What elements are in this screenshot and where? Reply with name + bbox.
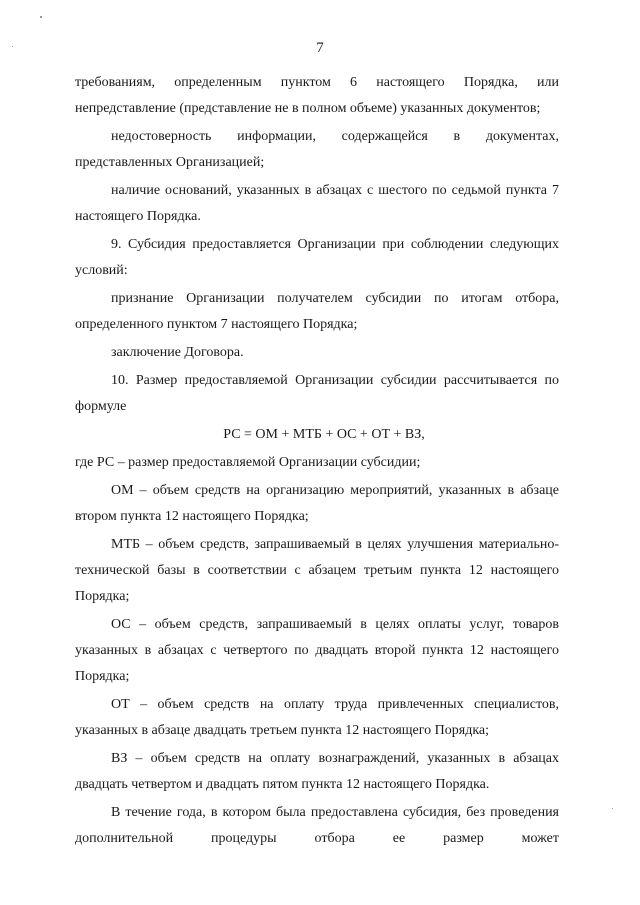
paragraph: В течение года, в котором была предоставлена субсидия, без проведения дополнительной процедуры отбора ее размер может: [75, 805, 559, 846]
formula: РС = ОМ + МТБ + ОС + ОТ + ВЗ,: [223, 427, 425, 442]
paragraph: ОС – объем средств, запрашиваемый в целях оплаты услуг, товаров указанных в абзацах с четвертого по двадцать второй пункта 12 настоящего Порядка;: [75, 617, 559, 684]
paragraph: где РС – размер предоставляемой Организации субсидии;: [75, 455, 421, 470]
paragraph: ОМ – объем средств на организацию мероприятий, указанных в абзаце втором пункта 12 настоящего Порядка;: [75, 483, 559, 524]
scan-speck: [12, 46, 13, 47]
paragraph: недостоверность информации, содержащейся в документах, представленных Организацией;: [75, 129, 559, 170]
paragraph: заключение Договора.: [111, 345, 244, 360]
paragraph: наличие оснований, указанных в абзацах с шестого по седьмой пункта 7 настоящего Порядка.: [75, 183, 559, 224]
scan-speck: [40, 16, 42, 18]
scan-speck: [612, 808, 613, 809]
paragraph: признание Организации получателем субсидии по итогам отбора, определенного пунктом 7 настоящего Порядка;: [75, 291, 559, 332]
paragraph: 10. Размер предоставляемой Организации субсидии рассчитывается по формуле: [75, 373, 559, 414]
paragraph: ВЗ – объем средств на оплату вознаграждений, указанных в абзацах двадцать четвертом и двадцать пятом пункта 12 настоящего Порядка.: [75, 751, 559, 792]
page-number: 7: [316, 40, 324, 56]
paragraph: МТБ – объем средств, запрашиваемый в целях улучшения материально-технической базы в соответствии с абзацем третьим пункта 12 настоящего Порядка;: [75, 537, 559, 604]
paragraph: 9. Субсидия предоставляется Организации при соблюдении следующих условий:: [75, 237, 559, 278]
document-body: [75, 70, 559, 852]
paragraph: ОТ – объем средств на оплату труда привлеченных специалистов, указанных в абзаце двадцать третьем пункта 12 настоящего Порядка;: [75, 697, 559, 738]
paragraph: требованиям, определенным пунктом 6 настоящего Порядка, или непредставление (представление не в полном объеме) указанных документов;: [75, 75, 559, 116]
